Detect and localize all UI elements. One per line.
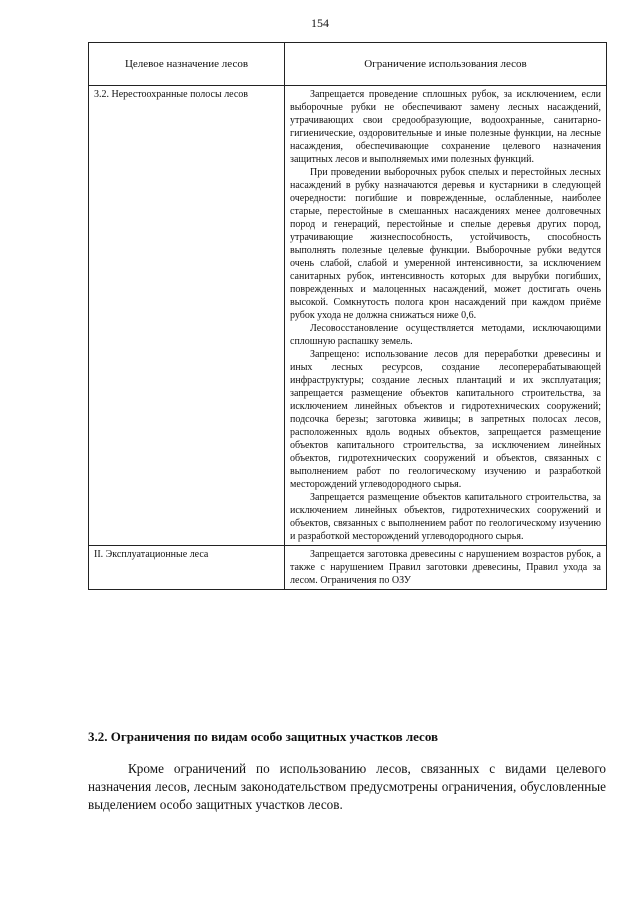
table-row bbox=[89, 86, 607, 546]
row-category: 3.2. Нерестоохранные полосы лесов bbox=[89, 86, 285, 546]
restriction-paragraph: Запрещается проведение сплошных рубок, за исключением, если выборочные рубки не обеспечивают замену лесных насаждений, утрачивающих свои средообразующие, водоохранные, санитарно-гигиенические, оздоровительные и иные полезные функции, на лесные насаждения, обеспечивающие сохранение целевого назначения защитных лесов и выполняемых ими полезных функций. bbox=[290, 89, 601, 165]
row-restrictions bbox=[285, 86, 607, 546]
restriction-paragraph: Запрещено: использование лесов для переработки древесины и иных лесных ресурсов, создание лесоперерабатывающей инфраструктуры; создание лесных плантаций и их эксплуатация; запрещается размещение объектов капитального строительства, за исключением линейных объектов и гидротехнических сооружений; подсочка березы; заготовка живицы; в запретных полосах лесов, расположенных вдоль водных объектов, запрещается размещение объектов капитального строительства, за исключением линейных объектов, гидротехнических сооружений и объектов, связанных с выполнением работ по геологическому изучению и разработкой месторождений углеводородного сырья. bbox=[290, 349, 601, 490]
table-row bbox=[89, 546, 607, 590]
row-restrictions bbox=[285, 546, 607, 590]
restriction-paragraph: Запрещается заготовка древесины с нарушением возрастов рубок, а также с нарушением Правил заготовки древесины, Правил ухода за лесом. Ограничения по ОЗУ bbox=[290, 549, 601, 586]
restriction-paragraph: Запрещается размещение объектов капитального строительства, за исключением линейных объектов, гидротехнических сооружений и объектов, связанных с выполнением работ по геологическому изучению и разработкой месторождений углеводородного сырья. bbox=[290, 492, 601, 542]
restriction-paragraph: При проведении выборочных рубок спелых и перестойных лесных насаждений в рубку назначаются деревья и кустарники в следующей очередности: погибшие и поврежденные, ослабленные, наиболее старые, перестойные в смешанных насаждениях менее долговечных пород и генераций, перестойные и спелые деревья других пород, утрачивающие жизнеспособность, устойчивость, способность выполнять полезные целевые функции. Выборочные рубки ведутся очень слабой, слабой и умеренной интенсивности, за исключением санитарных рубок, интенсивность которых для вырубки погибших, поврежденных и малоценных насаждений, может достигать очень высокой. Сомкнутость полога крон насаждений при каждом приёме рубок ухода не должна снижаться ниже 0,6. bbox=[290, 167, 601, 321]
row-category: II. Эксплуатационные леса bbox=[89, 546, 285, 590]
section-heading: 3.2. Ограничения по видам особо защитных участков лесов bbox=[88, 729, 439, 744]
header-restrictions: Ограничение использования лесов bbox=[285, 43, 607, 86]
header-purpose: Целевое назначение лесов bbox=[89, 43, 285, 86]
restrictions-table bbox=[88, 42, 607, 590]
table-header-row bbox=[89, 43, 607, 86]
restriction-paragraph: Лесовосстановление осуществляется методами, исключающими сплошную распашку земель. bbox=[290, 323, 601, 347]
body-paragraph: Кроме ограничений по использованию лесов, связанных с видами целевого назначения лесов, лесным законодательством предусмотрены ограничения, обусловленные выделением особо защитных участков лесов. bbox=[88, 761, 606, 812]
page-number: 154 bbox=[311, 16, 329, 30]
